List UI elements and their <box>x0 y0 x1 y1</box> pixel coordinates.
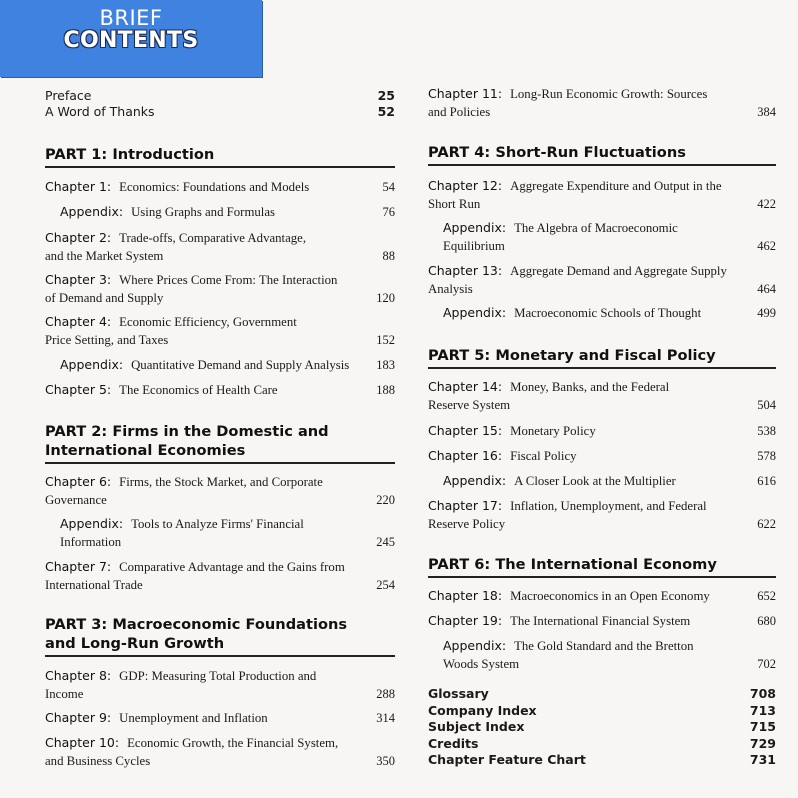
chapter-entry[interactable] <box>428 447 776 465</box>
entry-line <box>443 219 776 237</box>
page-number: 76 <box>382 205 395 219</box>
appendix-entry[interactable] <box>443 304 776 322</box>
part-heading-text: PART 6: The International Economy <box>428 556 717 573</box>
appendix-label: Appendix: <box>443 305 507 320</box>
page-number: 183 <box>376 358 395 372</box>
entry-line <box>428 719 776 736</box>
entry-line <box>428 587 776 605</box>
appendix-label: Appendix: <box>443 473 507 488</box>
entry-title: A Closer Look at the Multiplier <box>514 474 676 488</box>
entry-line <box>443 472 776 490</box>
entry-title: Credits <box>428 735 479 751</box>
appendix-entry[interactable] <box>443 219 776 255</box>
entry-title: Comparative Advantage and the Gains from <box>119 560 345 574</box>
entry-title: Monetary Policy <box>510 424 596 438</box>
entry-line <box>428 103 776 121</box>
entry-line <box>428 497 776 515</box>
entry-line <box>428 85 776 103</box>
back-entry[interactable] <box>428 686 776 703</box>
page-number: 314 <box>376 711 395 725</box>
appendix-entry[interactable] <box>60 515 395 551</box>
chapter-label: Chapter 2: <box>45 230 112 245</box>
entry-title: International Trade <box>45 578 143 592</box>
entry-line <box>45 331 395 349</box>
part-divider <box>45 462 395 464</box>
appendix-label: Appendix: <box>60 516 124 531</box>
entry-title: and Business Cycles <box>45 754 151 768</box>
entry-line <box>45 734 395 752</box>
appendix-label: Appendix: <box>60 357 124 372</box>
chapter-label: Chapter 14: <box>428 379 503 394</box>
entry-title: Fiscal Policy <box>510 449 577 463</box>
entry-line <box>45 381 395 399</box>
chapter-entry[interactable] <box>45 473 395 509</box>
page-number: 713 <box>749 702 776 718</box>
entry-title: Equilibrium <box>443 239 505 253</box>
appendix-label: Appendix: <box>443 220 507 235</box>
page-number: 504 <box>757 398 776 412</box>
entry-title: Where Prices Come From: The Interaction <box>119 273 338 287</box>
chapter-label: Chapter 11: <box>428 86 503 101</box>
chapter-label: Chapter 7: <box>45 559 112 574</box>
chapter-label: Chapter 10: <box>45 735 120 750</box>
entry-title: Inflation, Unemployment, and Federal <box>510 499 707 513</box>
entry-line <box>443 655 776 673</box>
part-heading-text: PART 1: Introduction <box>45 146 215 163</box>
entry-title: Reserve System <box>428 398 511 412</box>
entry-title: Short Run <box>428 197 481 211</box>
entry-line <box>428 447 776 465</box>
entry-line <box>45 229 395 247</box>
entry-title: Tools to Analyze Firms' Financial <box>131 517 304 531</box>
entry-line <box>428 422 776 440</box>
back-entry[interactable] <box>428 703 776 720</box>
entry-line <box>428 612 776 630</box>
entry-title: Long-Run Economic Growth: Sources <box>510 87 708 101</box>
page-number: 708 <box>749 686 776 701</box>
entry-line <box>45 289 395 307</box>
part-divider <box>45 655 395 657</box>
page-number: 88 <box>382 249 395 263</box>
part-divider <box>428 164 776 166</box>
entry-line <box>428 752 776 769</box>
entry-title: and the Market System <box>45 249 164 263</box>
chapter-entry[interactable] <box>45 178 395 196</box>
page-number: 538 <box>757 424 776 438</box>
page-number: 52 <box>377 104 395 119</box>
entry-title: Macroeconomics in an Open Economy <box>510 589 710 603</box>
page-number: 652 <box>757 589 776 603</box>
entry-line <box>45 685 395 703</box>
part-heading <box>428 143 776 162</box>
entry-line <box>45 313 395 331</box>
chapter-label: Chapter 19: <box>428 613 503 628</box>
entry-title: Aggregate Expenditure and Output in the <box>510 179 722 193</box>
entry-title: The International Financial System <box>510 614 691 628</box>
entry-line <box>45 558 395 576</box>
entry-line <box>45 576 395 594</box>
chapter-entry[interactable] <box>45 734 395 770</box>
part-heading-text: PART 5: Monetary and Fiscal Policy <box>428 347 716 364</box>
page-number: 578 <box>757 449 776 463</box>
entry-title: Economics: Foundations and Models <box>119 180 310 194</box>
chapter-label: Chapter 4: <box>45 314 112 329</box>
entry-line <box>428 177 776 195</box>
chapter-entry[interactable] <box>428 85 776 121</box>
entry-line <box>428 195 776 213</box>
page-number: 729 <box>749 735 776 751</box>
part-divider <box>428 576 776 578</box>
entry-line <box>428 396 776 414</box>
banner-title-line2: CONTENTS <box>63 28 199 53</box>
chapter-label: Chapter 9: <box>45 710 112 725</box>
entry-line <box>45 667 395 685</box>
entry-line <box>428 703 776 720</box>
appendix-entry[interactable] <box>443 637 776 673</box>
chapter-label: Chapter 15: <box>428 423 503 438</box>
page-number: 25 <box>377 88 395 103</box>
entry-line <box>45 709 395 727</box>
entry-title: Money, Banks, and the Federal <box>510 380 670 394</box>
page-number: 152 <box>376 333 395 347</box>
chapter-entry[interactable] <box>428 587 776 605</box>
part-heading <box>45 422 395 460</box>
chapter-entry[interactable] <box>45 381 395 399</box>
back-entry[interactable] <box>428 752 776 769</box>
entry-line <box>45 103 395 120</box>
chapter-entry[interactable] <box>45 229 395 265</box>
entry-line <box>428 280 776 298</box>
page-number: 622 <box>757 517 776 531</box>
chapter-entry[interactable] <box>428 378 776 414</box>
chapter-entry[interactable] <box>45 313 395 349</box>
entry-title: Governance <box>45 493 107 507</box>
front-entry[interactable] <box>45 103 395 120</box>
chapter-entry[interactable] <box>428 422 776 440</box>
entry-title: Firms, the Stock Market, and Corporate <box>119 475 323 489</box>
part-heading <box>45 615 395 653</box>
entry-title: Quantitative Demand and Supply Analysis <box>131 358 350 372</box>
page-number: 245 <box>376 535 395 549</box>
appendix-label: Appendix: <box>60 204 124 219</box>
part-heading-text: PART 3: Macroeconomic Foundations <box>45 616 348 633</box>
chapter-label: Chapter 18: <box>428 588 503 603</box>
chapter-label: Chapter 12: <box>428 178 503 193</box>
page-number: 384 <box>757 105 776 119</box>
entry-line <box>428 262 776 280</box>
part-heading-text: International Economies <box>45 442 246 459</box>
entry-line <box>60 356 395 374</box>
page-number: 702 <box>757 657 776 671</box>
entry-title: Information <box>60 535 122 549</box>
entry-line <box>45 247 395 265</box>
entry-title: The Algebra of Macroeconomic <box>514 221 678 235</box>
entry-line <box>45 271 395 289</box>
chapter-label: Chapter 16: <box>428 448 503 463</box>
page-number: 680 <box>757 614 776 628</box>
page-number: 731 <box>749 752 776 767</box>
entry-line <box>45 178 395 196</box>
page-number: 254 <box>376 578 395 592</box>
entry-title: Aggregate Demand and Aggregate Supply <box>510 264 727 278</box>
entry-line <box>45 752 395 770</box>
part-heading <box>45 145 395 164</box>
chapter-entry[interactable] <box>428 612 776 630</box>
page-number: 715 <box>749 719 776 734</box>
entry-title: GDP: Measuring Total Production and <box>119 669 317 683</box>
front-entry[interactable] <box>45 87 395 104</box>
page-number: 350 <box>376 754 395 768</box>
entry-line <box>60 203 395 221</box>
entry-line <box>60 515 395 533</box>
entry-line <box>45 473 395 491</box>
page-number: 54 <box>382 180 395 194</box>
entry-line <box>443 237 776 255</box>
chapter-label: Chapter 6: <box>45 474 112 489</box>
entry-line <box>60 533 395 551</box>
page-number: 288 <box>376 687 395 701</box>
chapter-label: Chapter 5: <box>45 382 112 397</box>
back-entry[interactable] <box>428 736 776 753</box>
chapter-entry[interactable] <box>428 497 776 533</box>
chapter-label: Chapter 13: <box>428 263 503 278</box>
part-heading-text: and Long-Run Growth <box>45 635 225 652</box>
chapter-label: Chapter 17: <box>428 498 503 513</box>
page-number: 464 <box>757 282 776 296</box>
appendix-label: Appendix: <box>443 638 507 653</box>
part-heading-text: PART 4: Short-Run Fluctuations <box>428 144 686 161</box>
entry-line <box>45 87 395 104</box>
page-number: 462 <box>757 239 776 253</box>
page-number: 499 <box>757 306 776 320</box>
appendix-entry[interactable] <box>60 356 395 374</box>
part-heading <box>428 555 776 574</box>
part-heading <box>428 346 776 365</box>
page-number: 120 <box>376 291 395 305</box>
entry-line <box>428 686 776 703</box>
page-number: 422 <box>757 197 776 211</box>
page-number: 188 <box>376 383 395 397</box>
entry-line <box>428 736 776 753</box>
entry-line <box>428 515 776 533</box>
entry-title: Subject Index <box>428 719 525 734</box>
page-number: 220 <box>376 493 395 507</box>
entry-title: Company Index <box>428 702 537 718</box>
entry-title: Economic Efficiency, Government <box>119 315 297 329</box>
entry-title: Analysis <box>428 282 473 296</box>
part-divider <box>428 367 776 369</box>
entry-line <box>428 378 776 396</box>
chapter-label: Chapter 1: <box>45 179 112 194</box>
entry-title: Unemployment and Inflation <box>119 711 268 725</box>
entry-title: The Economics of Health Care <box>119 383 278 397</box>
entry-title: Income <box>45 687 84 701</box>
entry-title: Preface <box>45 88 92 103</box>
entry-line <box>45 491 395 509</box>
entry-title: of Demand and Supply <box>45 291 164 305</box>
entry-title: Glossary <box>428 686 489 701</box>
entry-title: The Gold Standard and the Bretton <box>514 639 694 653</box>
entry-title: A Word of Thanks <box>45 104 155 119</box>
appendix-entry[interactable] <box>60 203 395 221</box>
chapter-label: Chapter 3: <box>45 272 112 287</box>
banner-title-line1: BRIEF <box>99 6 163 30</box>
chapter-entry[interactable] <box>45 558 395 594</box>
entry-title: Using Graphs and Formulas <box>131 205 276 219</box>
entry-title: Reserve Policy <box>428 517 506 531</box>
page-number: 616 <box>757 474 776 488</box>
chapter-entry[interactable] <box>428 262 776 298</box>
entry-title: Price Setting, and Taxes <box>45 333 169 347</box>
entry-line <box>443 304 776 322</box>
back-entry[interactable] <box>428 719 776 736</box>
entry-title: and Policies <box>428 105 491 119</box>
chapter-entry[interactable] <box>45 667 395 703</box>
chapter-label: Chapter 8: <box>45 668 112 683</box>
entry-title: Woods System <box>443 657 520 671</box>
entry-title: Trade-offs, Comparative Advantage, <box>119 231 307 245</box>
chapter-entry[interactable] <box>45 709 395 727</box>
entry-line <box>443 637 776 655</box>
part-heading-text: PART 2: Firms in the Domestic and <box>45 423 329 440</box>
entry-title: Chapter Feature Chart <box>428 752 586 767</box>
brief-contents-banner <box>0 0 262 77</box>
entry-title: Macroeconomic Schools of Thought <box>514 306 702 320</box>
part-divider <box>45 166 395 168</box>
chapter-entry[interactable] <box>428 177 776 213</box>
appendix-entry[interactable] <box>443 472 776 490</box>
chapter-entry[interactable] <box>45 271 395 307</box>
entry-title: Economic Growth, the Financial System, <box>127 736 339 750</box>
